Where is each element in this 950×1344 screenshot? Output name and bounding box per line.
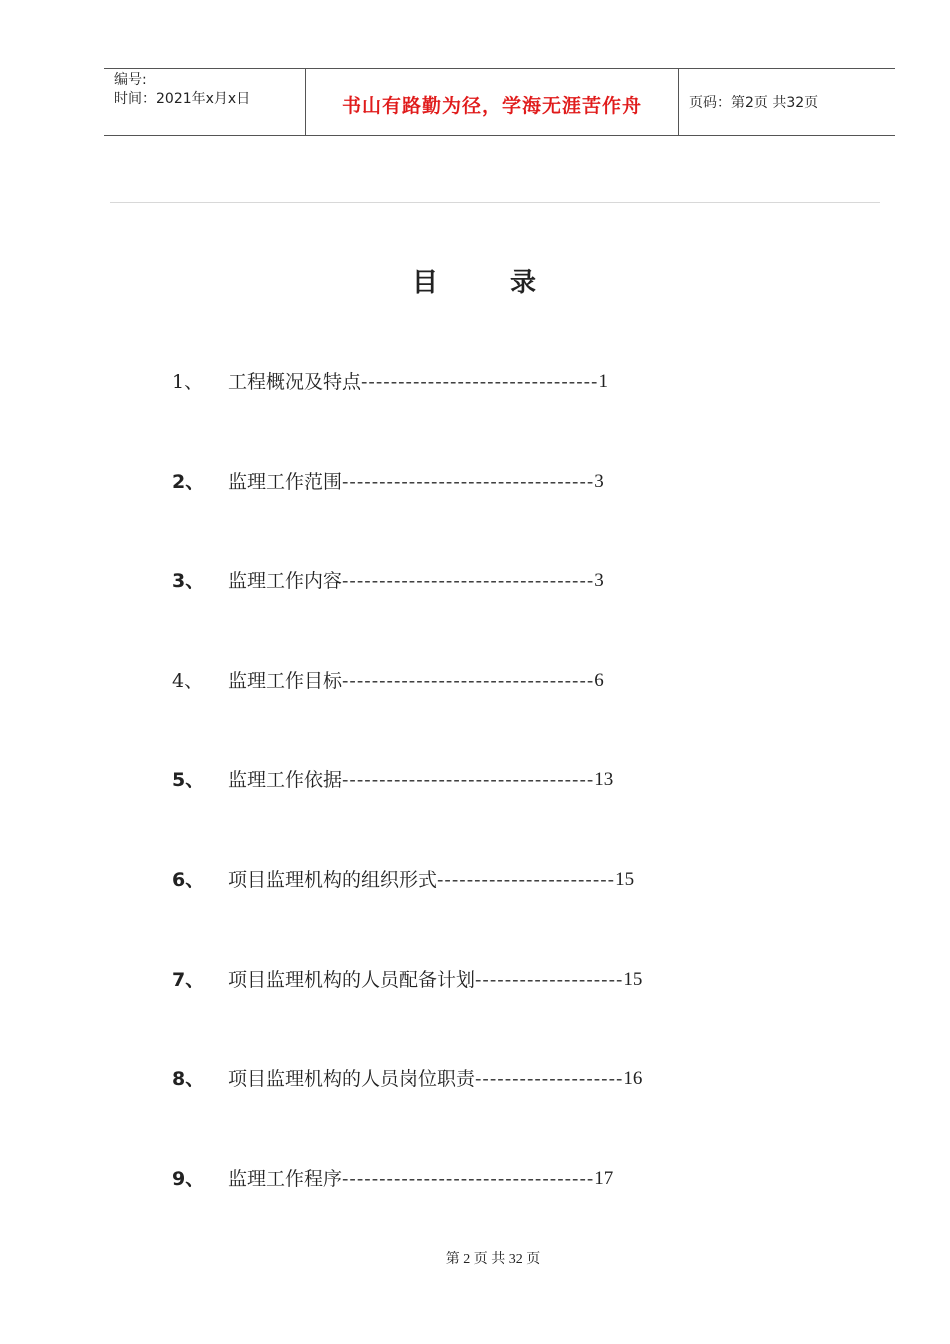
toc-entry-number: 4、 — [172, 669, 204, 692]
toc-entry-number: 2、 — [172, 470, 205, 493]
toc-title-char-2: 录 — [510, 268, 539, 298]
toc-entry-page: 3 — [594, 570, 604, 592]
toc-entry-leader: ---------------------------------- — [342, 570, 595, 593]
toc-entry-title: 监理工作内容 — [228, 570, 343, 593]
header-page-cell — [679, 69, 895, 135]
toc-entry-number: 9、 — [172, 1167, 205, 1190]
toc-entry-page: 17 — [594, 1167, 614, 1189]
header-page-info: 页码：第2页 共32页 — [689, 95, 819, 111]
toc-entry[interactable] — [172, 468, 792, 568]
document-time-label: 时间：2021年x月x日 — [114, 91, 251, 107]
toc-entry[interactable] — [172, 567, 792, 667]
toc-entry[interactable] — [172, 667, 792, 767]
toc-entry-leader: ---------------------------------- — [342, 769, 595, 792]
header-motto: 书山有路勤为径，学海无涯苦作舟 — [341, 94, 642, 117]
page-footer: 第 2 页 共 32 页 — [445, 1252, 541, 1267]
toc-entry-number: 6、 — [172, 868, 205, 891]
header-meta-cell — [104, 69, 306, 135]
toc-entry-title: 工程概况及特点 — [228, 371, 362, 393]
toc-entry-title: 监理工作依据 — [228, 769, 343, 792]
toc-entry-page: 6 — [594, 669, 604, 691]
toc-entry[interactable] — [172, 866, 792, 966]
toc-entry-leader: ------------------------ — [437, 868, 616, 891]
separator-line — [110, 202, 880, 203]
toc-entry-page: 1 — [598, 371, 608, 392]
toc-list — [172, 368, 792, 1264]
toc-entry-leader: ---------------------------------- — [342, 669, 595, 692]
toc-entry-title: 监理工作范围 — [228, 470, 343, 493]
toc-entry-number: 1、 — [172, 371, 204, 393]
toc-entry-title: 监理工作程序 — [228, 1167, 343, 1190]
header-motto-cell — [306, 69, 679, 135]
toc-entry-title: 项目监理机构的人员岗位职责 — [228, 1068, 476, 1091]
toc-entry-leader: ---------------------------------- — [342, 470, 595, 493]
toc-entry-number: 7、 — [172, 968, 205, 991]
toc-entry-title: 项目监理机构的组织形式 — [228, 868, 438, 891]
toc-entry-page: 15 — [623, 968, 643, 990]
page-header — [104, 68, 895, 136]
document-number-label: 编号: — [114, 72, 147, 88]
toc-entry-number: 5、 — [172, 769, 205, 792]
toc-entry-page: 16 — [623, 1068, 643, 1090]
toc-entry[interactable] — [172, 766, 792, 866]
toc-entry-leader: ---------------------------------- — [342, 1167, 595, 1190]
toc-entry[interactable] — [172, 966, 792, 1066]
toc-entry-number: 8、 — [172, 1068, 205, 1091]
toc-entry-page: 3 — [594, 470, 604, 492]
toc-entry[interactable] — [172, 1065, 792, 1165]
toc-entry-leader: -------------------- — [475, 968, 624, 991]
toc-title — [0, 262, 950, 299]
toc-entry-leader: -------------------- — [475, 1068, 624, 1091]
toc-entry-number: 3、 — [172, 570, 205, 593]
toc-entry-page: 15 — [615, 868, 635, 890]
toc-title-char-1: 目 — [411, 268, 440, 298]
toc-entry-title: 项目监理机构的人员配备计划 — [228, 968, 476, 991]
toc-entry-page: 13 — [594, 769, 614, 791]
toc-entry[interactable] — [172, 368, 792, 468]
toc-entry-title: 监理工作目标 — [228, 669, 343, 692]
toc-entry-leader: -------------------------------- — [361, 371, 599, 393]
